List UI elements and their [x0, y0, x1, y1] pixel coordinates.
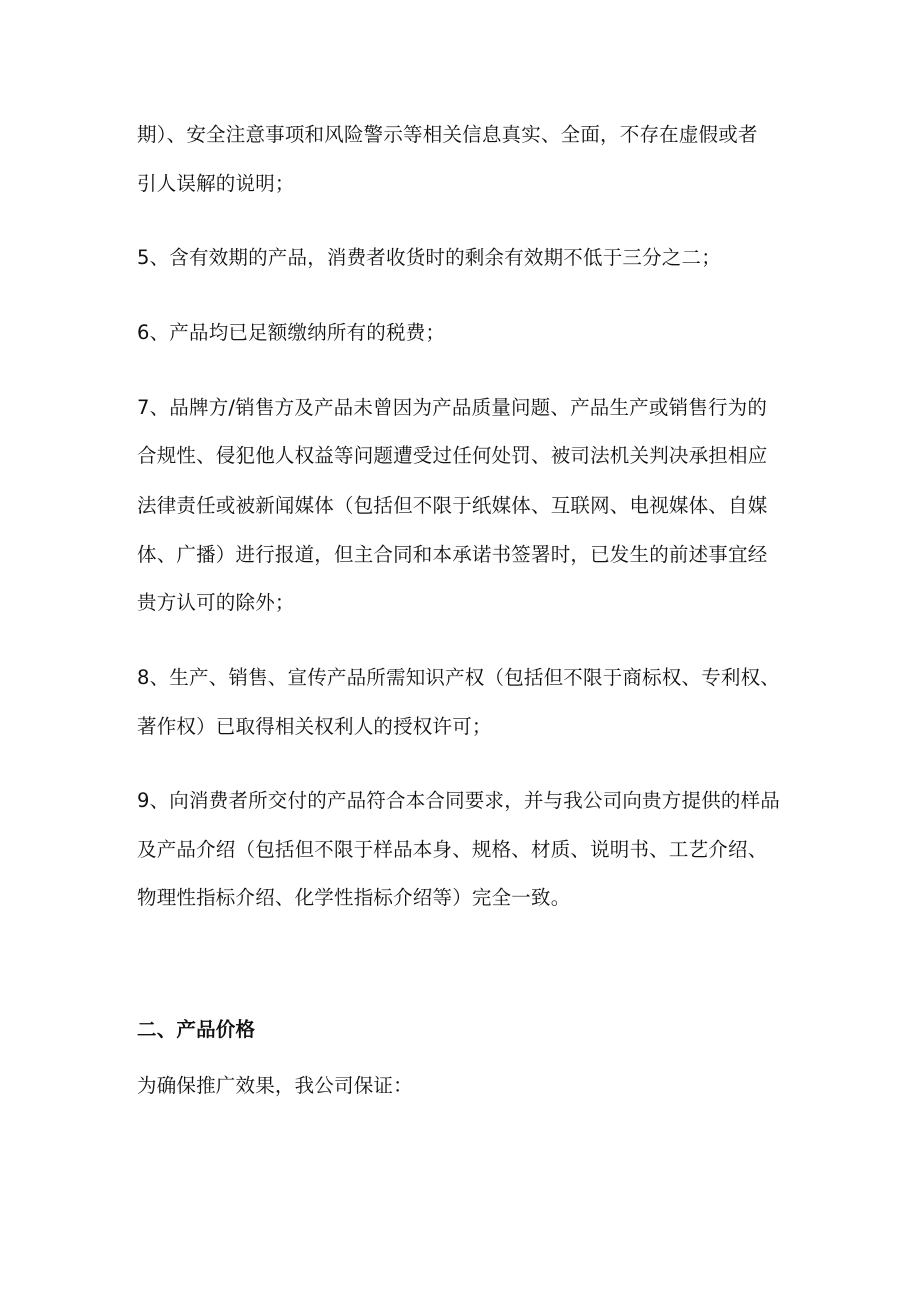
- paragraph-1-line-1: 期）、安全注意事项和风险警示等相关信息真实、全面，不存在虚假或者: [137, 123, 758, 146]
- item-9-line-2: 及产品介绍（包括但不限于样品本身、规格、材质、说明书、工艺介绍、: [137, 838, 768, 861]
- item-6-line-1: 6、产品均已足额缴纳所有的税费；: [137, 321, 446, 344]
- item-9-line-3: 物理性指标介绍、化学性指标介绍等）完全一致。: [137, 886, 571, 909]
- paragraph-1-line-2: 引人误解的说明；: [137, 172, 295, 195]
- item-7-line-4: 体、广播）进行报道，但主合同和本承诺书签署时，已发生的前述事宜经: [137, 543, 768, 566]
- section-2-heading: 二、产品价格: [137, 1018, 256, 1041]
- section-2-intro: 为确保推广效果，我公司保证：: [137, 1074, 413, 1097]
- item-8-line-2: 著作权）已取得相关权利人的授权许可；: [137, 715, 492, 738]
- item-7-line-3: 法律责任或被新闻媒体（包括但不限于纸媒体、互联网、电视媒体、自媒: [137, 494, 768, 517]
- item-7-line-5: 贵方认可的除外；: [137, 591, 295, 614]
- item-7-line-2: 合规性、侵犯他人权益等问题遭受过任何处罚、被司法机关判决承担相应: [137, 444, 768, 467]
- item-8-line-1: 8、生产、销售、宣传产品所需知识产权（包括但不限于商标权、专利权、: [137, 666, 781, 689]
- item-7-line-1: 7、品牌方/销售方及产品未曾因为产品质量问题、产品生产或销售行为的: [137, 396, 768, 419]
- item-9-line-1: 9、向消费者所交付的产品符合本合同要求，并与我公司向贵方提供的样品: [137, 789, 781, 812]
- item-5-line-1: 5、含有效期的产品，消费者收货时的剩余有效期不低于三分之二；: [137, 246, 721, 269]
